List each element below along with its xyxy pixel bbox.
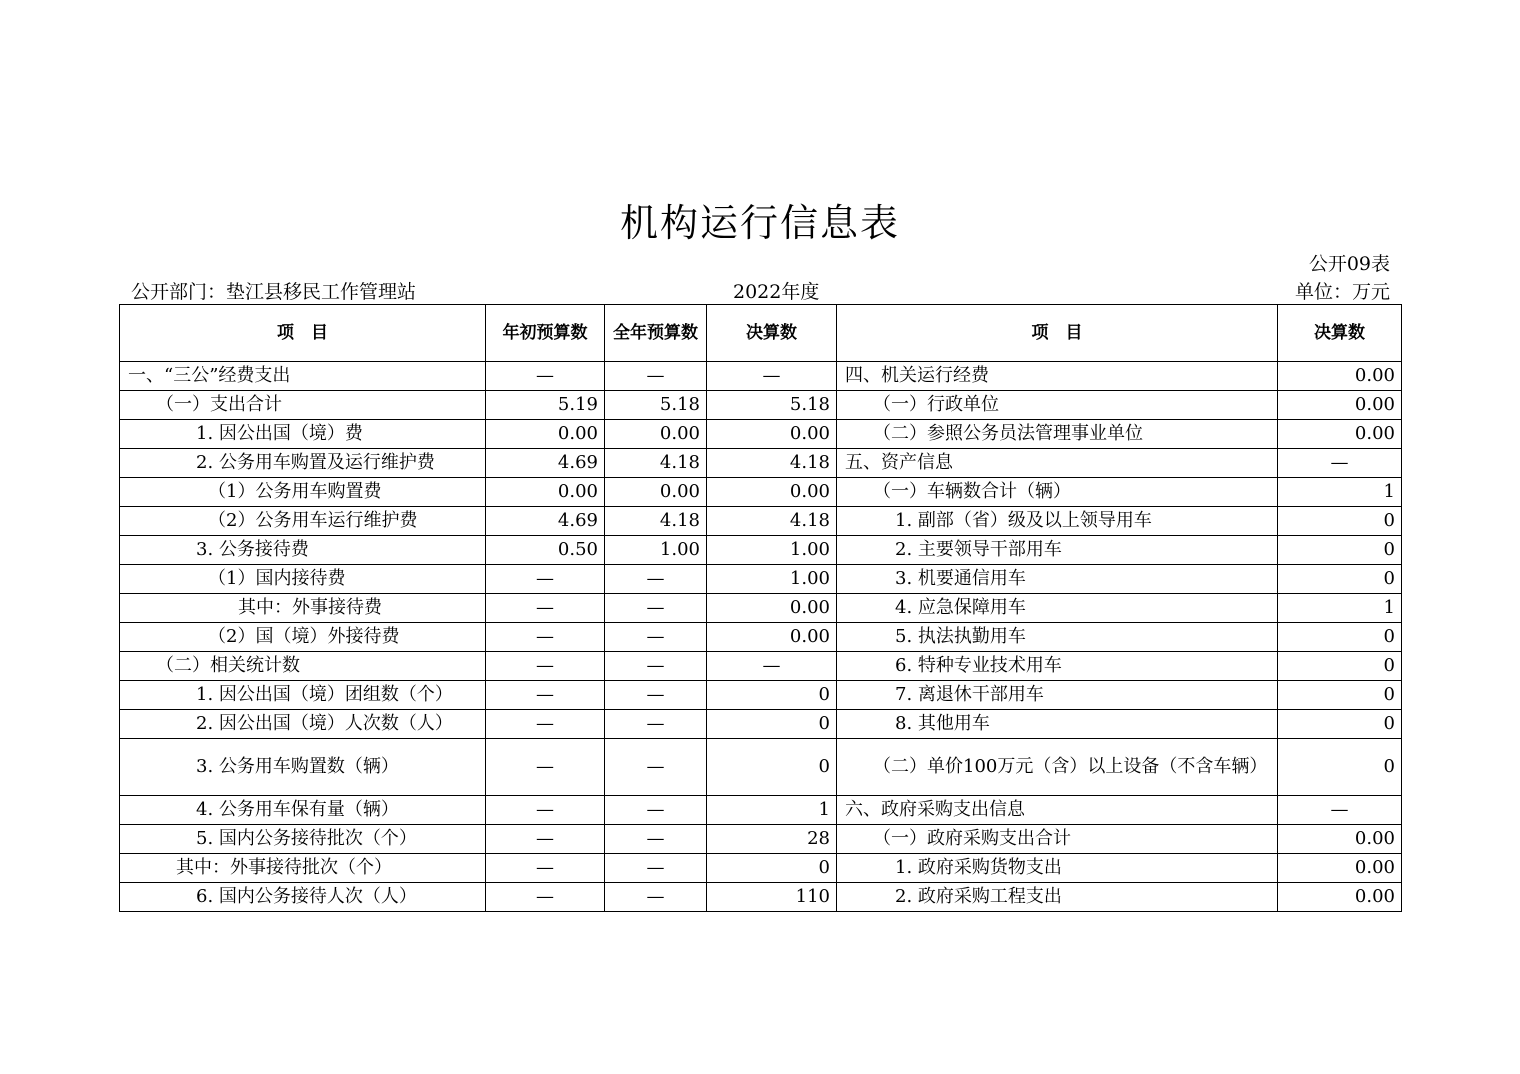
row-annual-budget: 4.18 — [605, 449, 707, 478]
row-final-amount-right: 0 — [1278, 623, 1402, 652]
row-item-label: 一、“三公”经费支出 — [120, 362, 486, 391]
table-row — [120, 883, 1402, 912]
row-annual-budget: 0.00 — [605, 478, 707, 507]
row-annual-budget: 1.00 — [605, 536, 707, 565]
table-row — [120, 710, 1402, 739]
table-body — [120, 362, 1402, 912]
row-initial-budget: — — [486, 362, 605, 391]
row-initial-budget: — — [486, 681, 605, 710]
row-final-amount: 0 — [707, 854, 837, 883]
row-item-label: 其中：外事接待费 — [120, 594, 486, 623]
row-initial-budget: 0.00 — [486, 420, 605, 449]
table-row — [120, 739, 1402, 796]
row-item-label: 6. 国内公务接待人次（人） — [120, 883, 486, 912]
row-item-label: 1. 因公出国（境）费 — [120, 420, 486, 449]
row-item-label: （2）公务用车运行维护费 — [120, 507, 486, 536]
row-item-label-right: 六、政府采购支出信息 — [837, 796, 1278, 825]
row-final-amount-right: 0.00 — [1278, 420, 1402, 449]
row-initial-budget: — — [486, 623, 605, 652]
table-row — [120, 507, 1402, 536]
row-final-amount: 5.18 — [707, 391, 837, 420]
row-initial-budget: — — [486, 652, 605, 681]
row-item-label-right: 四、机关运行经费 — [837, 362, 1278, 391]
unit-label: 单位：万元 — [1294, 281, 1390, 303]
table-row — [120, 652, 1402, 681]
row-item-label-right: （一）行政单位 — [837, 391, 1278, 420]
row-initial-budget: — — [486, 739, 605, 796]
row-annual-budget: — — [605, 652, 707, 681]
row-annual-budget: — — [605, 362, 707, 391]
row-final-amount-right: 1 — [1278, 594, 1402, 623]
table-row — [120, 449, 1402, 478]
row-final-amount-right: 0 — [1278, 739, 1402, 796]
row-initial-budget: 4.69 — [486, 507, 605, 536]
row-final-amount-right: 0.00 — [1278, 825, 1402, 854]
row-item-label: 3. 公务接待费 — [120, 536, 486, 565]
table-row — [120, 796, 1402, 825]
row-initial-budget: — — [486, 883, 605, 912]
row-final-amount: 28 — [707, 825, 837, 854]
row-item-label: 5. 国内公务接待批次（个） — [120, 825, 486, 854]
row-item-label: 3. 公务用车购置数（辆） — [120, 739, 486, 796]
row-item-label-right: 3. 机要通信用车 — [837, 565, 1278, 594]
row-final-amount: 0 — [707, 681, 837, 710]
header-final-amount: 决算数 — [707, 305, 837, 362]
department-label: 公开部门：垫江县移民工作管理站 — [131, 281, 417, 303]
row-item-label-right: 2. 主要领导干部用车 — [837, 536, 1278, 565]
row-item-label: 2. 因公出国（境）人次数（人） — [120, 710, 486, 739]
table-row — [120, 565, 1402, 594]
row-final-amount: 1.00 — [707, 565, 837, 594]
table-row — [120, 854, 1402, 883]
row-initial-budget: 4.69 — [486, 449, 605, 478]
row-final-amount: 0 — [707, 739, 837, 796]
row-annual-budget: — — [605, 565, 707, 594]
row-annual-budget: 4.18 — [605, 507, 707, 536]
row-final-amount-right: 0 — [1278, 681, 1402, 710]
row-initial-budget: 0.00 — [486, 478, 605, 507]
row-final-amount: 4.18 — [707, 507, 837, 536]
row-final-amount: 0.00 — [707, 623, 837, 652]
row-initial-budget: 0.50 — [486, 536, 605, 565]
row-item-label: （1）公务用车购置费 — [120, 478, 486, 507]
row-item-label-right: （一）政府采购支出合计 — [837, 825, 1278, 854]
row-final-amount: 0.00 — [707, 420, 837, 449]
row-final-amount: 110 — [707, 883, 837, 912]
row-item-label-right: 8. 其他用车 — [837, 710, 1278, 739]
row-final-amount: 1 — [707, 796, 837, 825]
row-item-label-right: 4. 应急保障用车 — [837, 594, 1278, 623]
row-item-label: 4. 公务用车保有量（辆） — [120, 796, 486, 825]
table-row — [120, 825, 1402, 854]
row-final-amount: 4.18 — [707, 449, 837, 478]
table-code: 公开09表 — [1308, 253, 1390, 275]
row-item-label-right: 5. 执法执勤用车 — [837, 623, 1278, 652]
row-final-amount-right: 0 — [1278, 652, 1402, 681]
row-initial-budget: — — [486, 565, 605, 594]
row-initial-budget: — — [486, 710, 605, 739]
header-item-right: 项 目 — [837, 305, 1278, 362]
row-annual-budget: 0.00 — [605, 420, 707, 449]
row-final-amount-right: 1 — [1278, 478, 1402, 507]
table-row — [120, 420, 1402, 449]
row-final-amount-right: — — [1278, 796, 1402, 825]
row-final-amount: 0 — [707, 710, 837, 739]
row-final-amount-right: 0 — [1278, 536, 1402, 565]
row-final-amount-right: 0.00 — [1278, 883, 1402, 912]
header-final-amount-right: 决算数 — [1278, 305, 1402, 362]
row-item-label-right: 五、资产信息 — [837, 449, 1278, 478]
row-annual-budget: — — [605, 854, 707, 883]
row-annual-budget: — — [605, 883, 707, 912]
row-final-amount-right: 0.00 — [1278, 391, 1402, 420]
row-final-amount: — — [707, 362, 837, 391]
row-final-amount-right: 0.00 — [1278, 362, 1402, 391]
row-item-label: （2）国（境）外接待费 — [120, 623, 486, 652]
row-item-label: 1. 因公出国（境）团组数（个） — [120, 681, 486, 710]
row-final-amount-right: — — [1278, 449, 1402, 478]
row-item-label: 其中：外事接待批次（个） — [120, 854, 486, 883]
table-row — [120, 623, 1402, 652]
row-item-label-right: （二）单价100万元（含）以上设备（不含车辆） — [837, 739, 1278, 796]
row-final-amount: — — [707, 652, 837, 681]
table-row — [120, 536, 1402, 565]
table-row — [120, 362, 1402, 391]
row-item-label-right: 7. 离退休干部用车 — [837, 681, 1278, 710]
table-row — [120, 681, 1402, 710]
row-initial-budget: — — [486, 796, 605, 825]
row-annual-budget: — — [605, 681, 707, 710]
row-item-label: （一）支出合计 — [120, 391, 486, 420]
row-item-label: （二）相关统计数 — [120, 652, 486, 681]
row-item-label-right: （一）车辆数合计（辆） — [837, 478, 1278, 507]
row-annual-budget: — — [605, 825, 707, 854]
row-final-amount: 0.00 — [707, 594, 837, 623]
row-initial-budget: — — [486, 594, 605, 623]
row-annual-budget: 5.18 — [605, 391, 707, 420]
row-item-label: （1）国内接待费 — [120, 565, 486, 594]
table-header-row — [120, 305, 1402, 362]
table-row — [120, 391, 1402, 420]
row-item-label-right: 6. 特种专业技术用车 — [837, 652, 1278, 681]
row-annual-budget: — — [605, 739, 707, 796]
row-final-amount: 0.00 — [707, 478, 837, 507]
row-annual-budget: — — [605, 710, 707, 739]
row-item-label-right: （二）参照公务员法管理事业单位 — [837, 420, 1278, 449]
header-annual-budget: 全年预算数 — [605, 305, 707, 362]
table-row — [120, 478, 1402, 507]
table-row — [120, 594, 1402, 623]
row-initial-budget: — — [486, 825, 605, 854]
page-title: 机构运行信息表 — [619, 201, 900, 245]
row-final-amount-right: 0 — [1278, 710, 1402, 739]
row-annual-budget: — — [605, 594, 707, 623]
info-table — [119, 304, 1402, 912]
row-item-label: 2. 公务用车购置及运行维护费 — [120, 449, 486, 478]
row-initial-budget: 5.19 — [486, 391, 605, 420]
row-final-amount-right: 0 — [1278, 565, 1402, 594]
header-item: 项 目 — [120, 305, 486, 362]
row-annual-budget: — — [605, 796, 707, 825]
row-item-label-right: 2. 政府采购工程支出 — [837, 883, 1278, 912]
row-annual-budget: — — [605, 623, 707, 652]
row-final-amount-right: 0.00 — [1278, 854, 1402, 883]
row-initial-budget: — — [486, 854, 605, 883]
header-initial-budget: 年初预算数 — [486, 305, 605, 362]
row-item-label-right: 1. 政府采购货物支出 — [837, 854, 1278, 883]
row-item-label-right: 1. 副部（省）级及以上领导用车 — [837, 507, 1278, 536]
row-final-amount: 1.00 — [707, 536, 837, 565]
row-final-amount-right: 0 — [1278, 507, 1402, 536]
fiscal-year: 2022年度 — [733, 281, 820, 303]
